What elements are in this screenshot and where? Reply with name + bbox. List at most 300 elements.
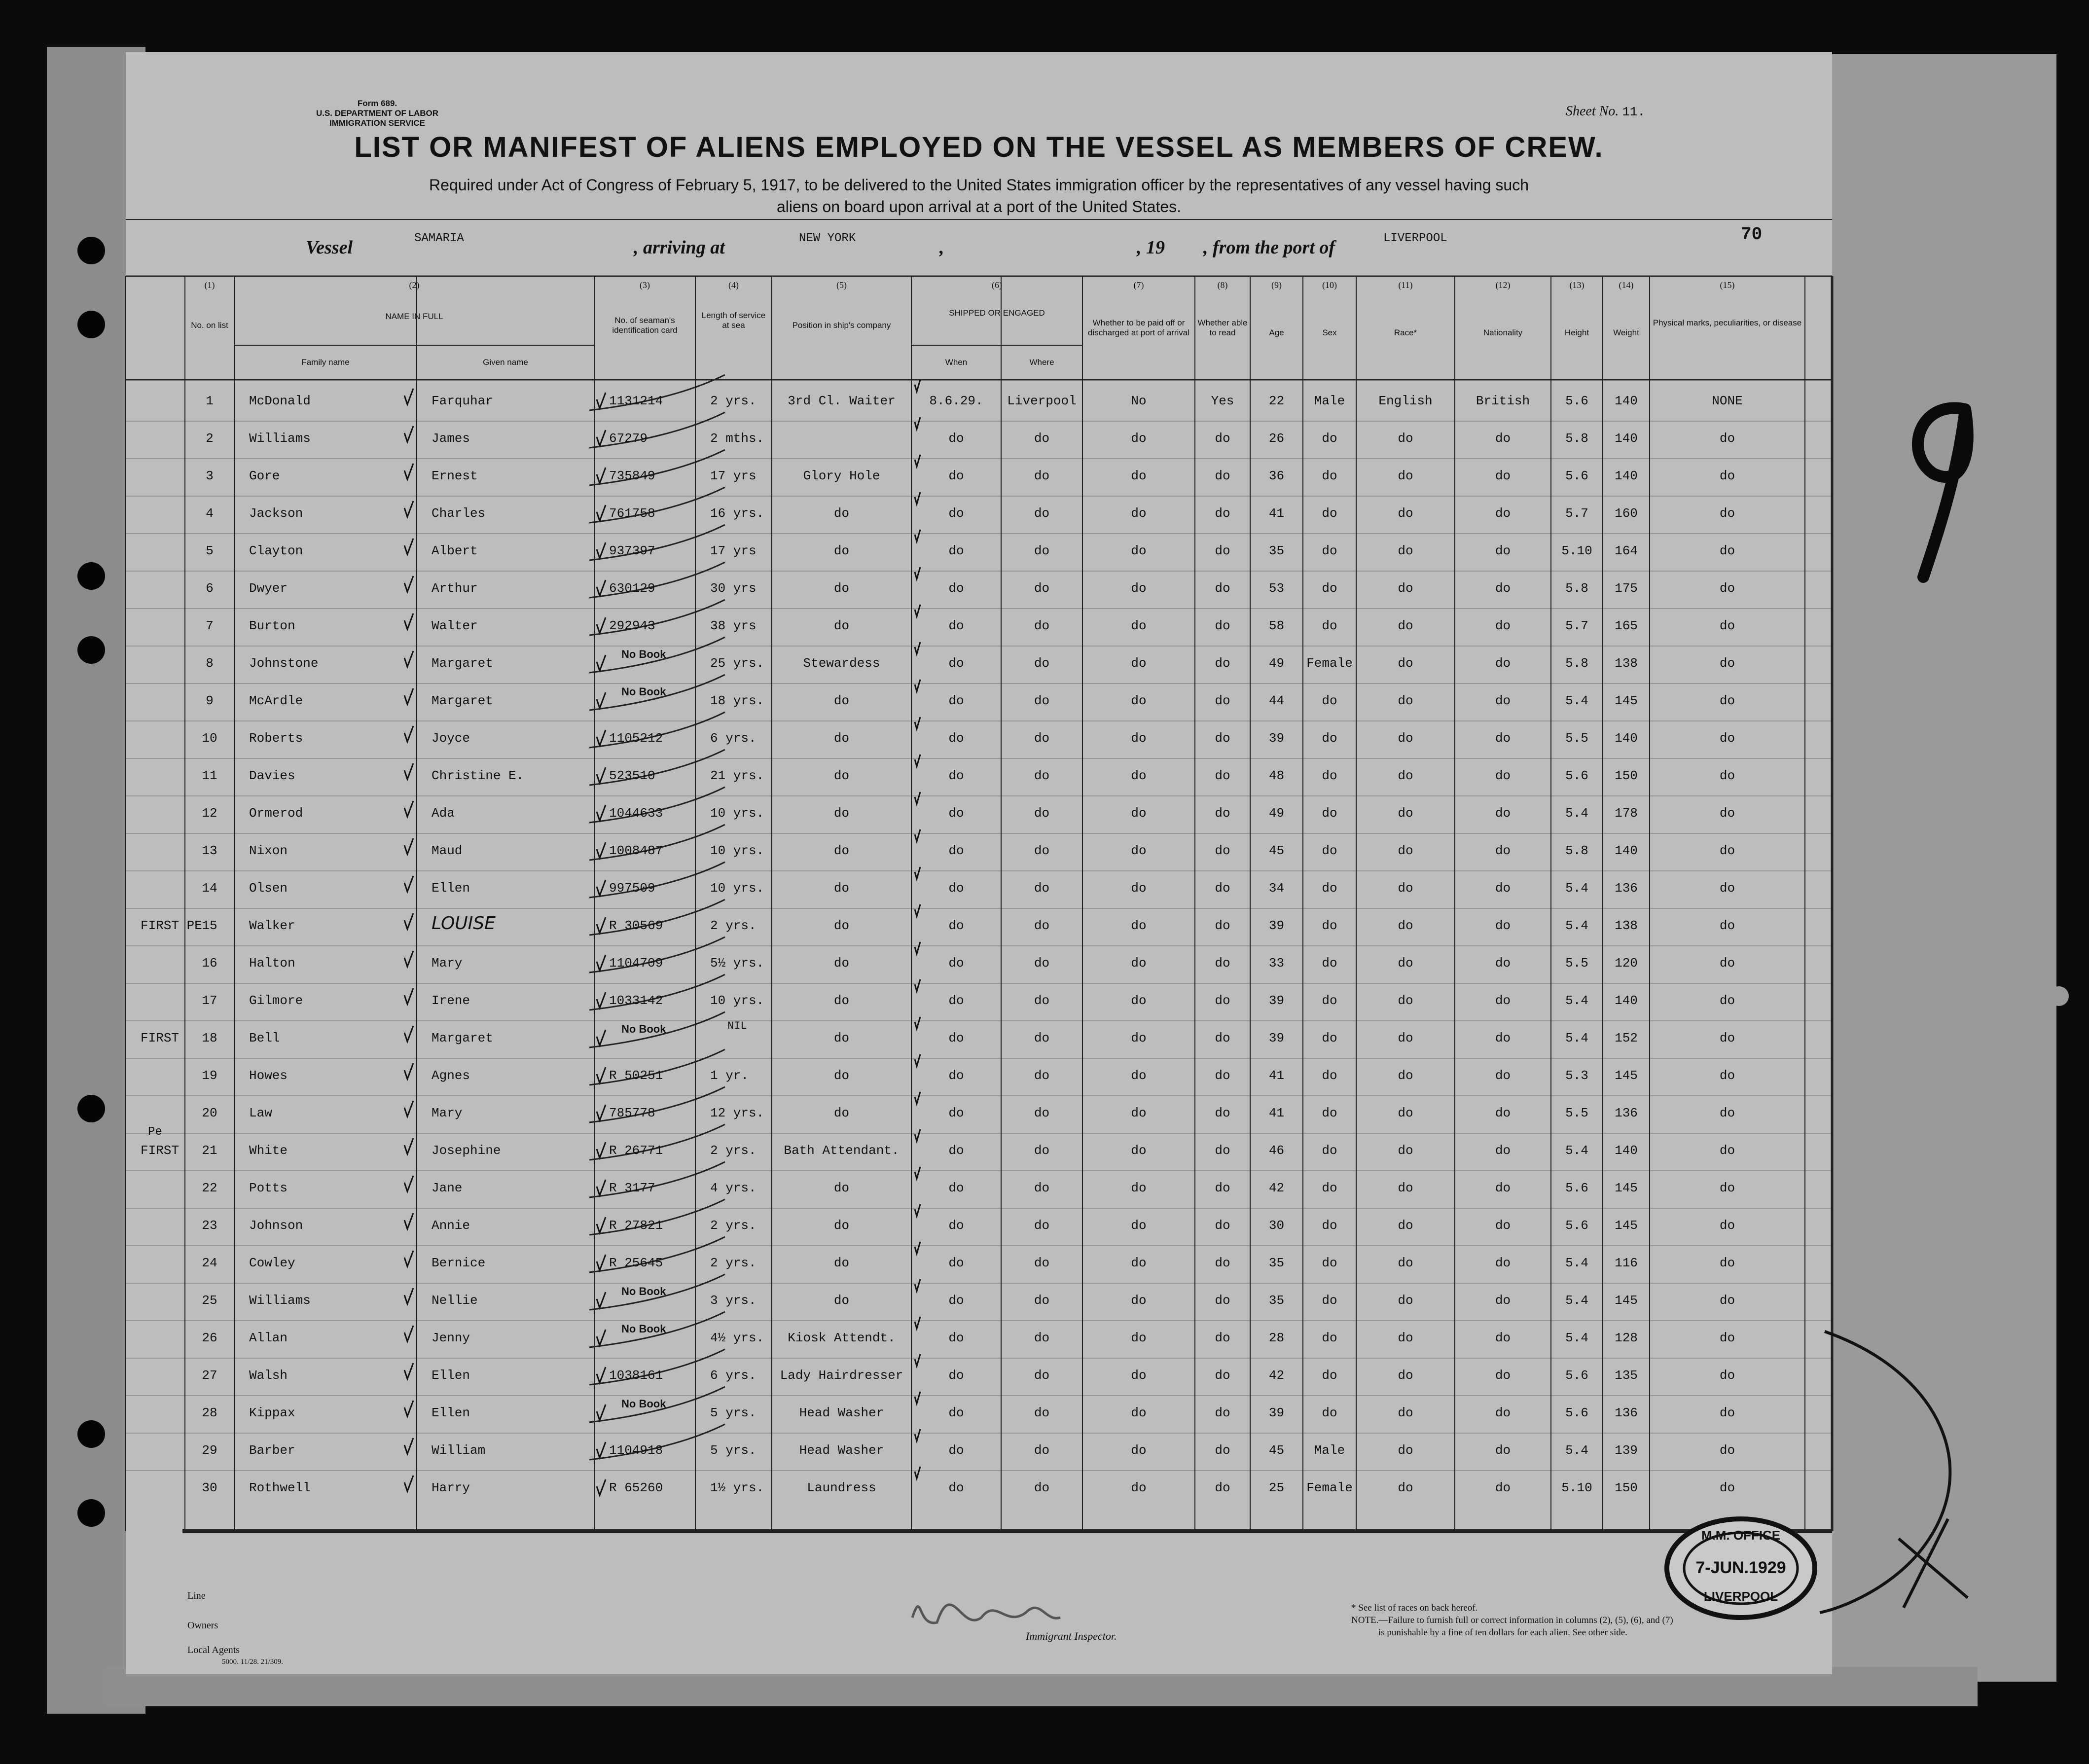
check-mark (597, 430, 606, 446)
cell-position: do (833, 1181, 850, 1195)
cell-race: do (1398, 1218, 1413, 1233)
cell-where: do (1034, 1218, 1050, 1233)
cell-no: 2 (206, 431, 214, 446)
cell-paid: do (1131, 806, 1147, 821)
header-id-card: No. of seaman's identification card (612, 316, 678, 335)
cell-sex: do (1322, 956, 1337, 971)
header-race: Race* (1394, 328, 1417, 337)
cell-sex: do (1322, 843, 1337, 858)
check-mark (915, 1467, 920, 1478)
cell-given: William (432, 1443, 486, 1458)
column-number: (14) (1619, 280, 1634, 290)
cell-paid: do (1131, 468, 1147, 483)
cell-height: 5.8 (1565, 656, 1588, 671)
cell-where: do (1034, 881, 1050, 896)
cell-weight: 139 (1615, 1443, 1638, 1458)
cell-race: do (1398, 1256, 1413, 1270)
cell-nationality: do (1495, 1181, 1511, 1195)
cell-nationality: do (1495, 1293, 1511, 1308)
cell-position: do (833, 768, 850, 783)
cell-nationality: do (1495, 656, 1511, 671)
cell-nationality: do (1495, 468, 1511, 483)
cell-family: Kippax (249, 1405, 295, 1420)
cell-service: NIL (727, 1020, 747, 1032)
cell-service: 2 mths. (710, 431, 764, 446)
cell-marks: do (1719, 1443, 1735, 1458)
column-number: (13) (1569, 280, 1585, 290)
cell-age: 39 (1268, 1405, 1285, 1420)
cell-paid: do (1131, 1405, 1147, 1420)
fine-note-2: is punishable by a fine of ten dollars for each alien. See other side. (1378, 1627, 1627, 1638)
cell-height: 5.6 (1565, 1405, 1588, 1420)
cell-marks: do (1719, 993, 1735, 1008)
cell-family: Johnson (249, 1218, 303, 1233)
cell-height: 5.7 (1565, 506, 1588, 521)
cell-read: do (1215, 956, 1230, 971)
check-mark (597, 842, 606, 858)
cell-sex: Male (1314, 394, 1345, 408)
cell-service: 5 yrs. (710, 1405, 756, 1420)
check-mark (915, 1354, 920, 1366)
cell-marks: NONE (1712, 394, 1743, 408)
cell-service: 4½ yrs. (710, 1331, 764, 1345)
cell-nationality: do (1495, 956, 1511, 971)
check-mark (597, 542, 606, 558)
cell-read: do (1215, 506, 1230, 521)
cell-read: do (1215, 1256, 1230, 1270)
cell-no: 22 (202, 1181, 217, 1195)
cell-race: do (1398, 1405, 1413, 1420)
column-number: (8) (1217, 280, 1228, 290)
check-mark (915, 455, 920, 467)
cell-race: do (1398, 881, 1413, 896)
cell-no: 10 (202, 731, 217, 746)
cell-paid: do (1131, 581, 1147, 596)
cell-where: do (1034, 656, 1050, 671)
cell-card: 630129 (609, 581, 655, 596)
departure-port: LIVERPOOL (1383, 232, 1447, 245)
cell-weight: 145 (1615, 1181, 1638, 1195)
cell-read: do (1215, 1106, 1230, 1120)
cell-where: do (1034, 543, 1050, 558)
cell-service: 2 yrs. (710, 1218, 756, 1233)
cell-no: 12 (202, 806, 217, 821)
check-mark (915, 942, 920, 954)
header-no-on-list: No. on list (191, 321, 228, 330)
cell-height: 5.5 (1565, 956, 1588, 971)
cell-service: 21 yrs. (710, 768, 764, 783)
cell-race: English (1378, 394, 1433, 408)
cell-card: 1008487 (609, 843, 663, 858)
cell-marks: do (1719, 806, 1735, 821)
cell-when: do (948, 543, 964, 558)
cell-position: do (833, 956, 850, 971)
cell-weight: 140 (1615, 468, 1638, 483)
cell-sex: do (1322, 1031, 1337, 1045)
arriving-label: , arriving at (634, 237, 725, 258)
vessel-name: SAMARIA (414, 232, 464, 245)
check-mark (597, 880, 606, 896)
cell-where: do (1034, 1405, 1050, 1420)
cell-sex: do (1322, 1143, 1337, 1158)
cell-position: Head Washer (799, 1405, 884, 1420)
cell-race: do (1398, 693, 1413, 708)
cell-weight: 138 (1615, 656, 1638, 671)
cell-height: 5.4 (1565, 1143, 1588, 1158)
cell-nationality: do (1495, 1068, 1511, 1083)
cell-family: Walker (249, 918, 295, 933)
cell-height: 5.6 (1565, 1181, 1588, 1195)
cell-family: Gore (249, 468, 280, 483)
cell-height: 5.4 (1565, 993, 1588, 1008)
check-mark (915, 642, 920, 654)
check-mark (915, 1054, 920, 1066)
race-note: * See list of races on back hereof. (1351, 1603, 1478, 1613)
cell-weight: 152 (1615, 1031, 1638, 1045)
cell-when: do (948, 1405, 964, 1420)
cell-given: Albert (432, 543, 478, 558)
cell-read: do (1215, 618, 1230, 633)
cell-position: do (833, 693, 850, 708)
cell-where: do (1034, 506, 1050, 521)
cell-where: do (1034, 731, 1050, 746)
cell-no: 27 (202, 1368, 217, 1383)
cell-race: do (1398, 843, 1413, 858)
header-height: Height (1564, 328, 1589, 337)
header-sex: Sex (1322, 328, 1337, 337)
cell-race: do (1398, 543, 1413, 558)
header-weight: Weight (1613, 328, 1639, 337)
cell-where: do (1034, 1106, 1050, 1120)
cell-given: Charles (432, 506, 486, 521)
cell-service: 16 yrs. (710, 506, 764, 521)
handwritten-arc (1820, 1332, 1950, 1613)
cell-card: R 25645 (609, 1256, 663, 1270)
cell-read: do (1215, 1293, 1230, 1308)
cell-nationality: do (1495, 1143, 1511, 1158)
cell-position: do (833, 918, 850, 933)
column-number: (9) (1271, 280, 1282, 290)
cell-nationality: do (1495, 543, 1511, 558)
cell-marks: do (1719, 581, 1735, 596)
cell-position: Glory Hole (803, 468, 880, 483)
cell-service: 5 yrs. (710, 1443, 756, 1458)
check-mark (597, 1067, 606, 1083)
header-paid-off: Whether to be paid off or discharged at port of arrival (1088, 318, 1189, 337)
cell-age: 30 (1268, 1218, 1285, 1233)
cell-service: 2 yrs. (710, 918, 756, 933)
check-mark (915, 1279, 920, 1291)
header-shipped-engaged: SHIPPED OR ENGAGED (949, 308, 1045, 318)
cell-race: do (1398, 1443, 1413, 1458)
cell-marks: do (1719, 543, 1735, 558)
cell-marks: do (1719, 956, 1735, 971)
cell-paid: do (1131, 506, 1147, 521)
cell-when: do (948, 993, 964, 1008)
cell-nationality: do (1495, 581, 1511, 596)
cell-read: do (1215, 1368, 1230, 1383)
margin-note-first-pe: FIRST PE (141, 918, 202, 933)
cell-marks: do (1719, 1480, 1735, 1495)
cell-card: No Book (621, 685, 666, 698)
cell-race: do (1398, 656, 1413, 671)
cell-where: do (1034, 1293, 1050, 1308)
cell-read: do (1215, 656, 1230, 671)
column-number: (7) (1133, 280, 1144, 290)
cell-card: R 30569 (609, 918, 663, 933)
header-nationality: Nationality (1483, 328, 1523, 337)
inspector-signature (912, 1605, 1060, 1623)
cell-given: Arthur (432, 581, 478, 596)
cell-race: do (1398, 806, 1413, 821)
cell-height: 5.7 (1565, 618, 1588, 633)
cell-nationality: do (1495, 806, 1511, 821)
cell-given: Josephine (432, 1143, 501, 1158)
cell-age: 42 (1268, 1368, 1285, 1383)
cell-race: do (1398, 1106, 1413, 1120)
check-mark (597, 1217, 606, 1233)
cell-where: do (1034, 806, 1050, 821)
cell-when: do (948, 1331, 964, 1345)
check-mark (597, 393, 606, 408)
stamp-bottom: LIVERPOOL (1703, 1589, 1778, 1604)
cell-when: do (948, 1480, 964, 1495)
cell-family: Gilmore (249, 993, 303, 1008)
header-position: Position in ship's company (792, 321, 891, 330)
cell-given: Maud (432, 843, 463, 858)
check-mark (597, 1404, 606, 1420)
cell-height: 5.5 (1565, 731, 1588, 746)
cell-paid: do (1131, 993, 1147, 1008)
cell-service: 2 yrs. (710, 1143, 756, 1158)
cell-card: 735849 (609, 468, 655, 483)
check-mark (915, 904, 920, 916)
check-mark (597, 917, 606, 933)
cell-card: 1104918 (609, 1443, 663, 1458)
cell-paid: do (1131, 1331, 1147, 1345)
header-physical-marks: Physical marks, peculiarities, or disease (1653, 318, 1802, 327)
check-mark (915, 605, 920, 616)
cell-race: do (1398, 1031, 1413, 1045)
cell-card: R 26771 (609, 1143, 663, 1158)
cell-no: 21 (202, 1143, 217, 1158)
cell-no: 24 (202, 1256, 217, 1270)
check-mark (915, 1429, 920, 1441)
cell-service: 18 yrs. (710, 693, 764, 708)
cell-sex: do (1322, 1331, 1337, 1345)
cell-read: do (1215, 1143, 1230, 1158)
cell-card: No Book (621, 1023, 666, 1035)
check-mark (597, 767, 606, 783)
cell-where: do (1034, 1331, 1050, 1345)
cell-when: do (948, 581, 964, 596)
cell-card: 523510 (609, 768, 655, 783)
check-mark (597, 1330, 606, 1345)
header-name-in-full: NAME IN FULL (385, 312, 443, 321)
cell-service: 1½ yrs. (710, 1480, 764, 1495)
cell-weight: 178 (1615, 806, 1638, 821)
cell-paid: do (1131, 693, 1147, 708)
cell-position: do (833, 1106, 850, 1120)
cell-no: 3 (206, 468, 214, 483)
cell-read: do (1215, 468, 1230, 483)
cell-paid: do (1131, 1480, 1147, 1495)
cell-height: 5.4 (1565, 1031, 1588, 1045)
cell-weight: 175 (1615, 581, 1638, 596)
cell-no: 29 (202, 1443, 217, 1458)
margin-note-pe: Pe (148, 1125, 162, 1139)
cell-sex: do (1322, 918, 1337, 933)
cell-read: do (1215, 806, 1230, 821)
cell-position: Stewardess (803, 656, 880, 671)
stamp-top: M.M. OFFICE (1701, 1528, 1781, 1543)
cell-given: Margaret (432, 1031, 493, 1045)
cell-position: do (833, 618, 850, 633)
margin-note-first: FIRST (141, 1031, 180, 1045)
cell-marks: do (1719, 431, 1735, 446)
check-mark (915, 1167, 920, 1179)
cell-age: 41 (1268, 1068, 1285, 1083)
cell-nationality: British (1476, 394, 1530, 408)
cell-service: 17 yrs (710, 468, 756, 483)
cell-sex: do (1322, 1368, 1337, 1383)
cell-position: do (833, 543, 850, 558)
header-family-name: Family name (301, 358, 350, 367)
cell-where: do (1034, 918, 1050, 933)
cell-read: do (1215, 843, 1230, 858)
cell-card: No Book (621, 1323, 666, 1335)
check-mark (597, 1180, 606, 1195)
cell-given: James (432, 431, 470, 446)
cell-nationality: do (1495, 1368, 1511, 1383)
cell-when: do (948, 1106, 964, 1120)
cell-height: 5.4 (1565, 918, 1588, 933)
cell-weight: 136 (1615, 1106, 1638, 1120)
cell-height: 5.10 (1561, 1480, 1592, 1495)
cell-service: 1 yr. (710, 1068, 749, 1083)
column-number: (1) (204, 280, 215, 290)
cell-sex: do (1322, 468, 1337, 483)
cell-sex: do (1322, 1181, 1337, 1195)
cell-when: do (948, 918, 964, 933)
cell-family: Ormerod (249, 806, 303, 821)
cell-read: do (1215, 1068, 1230, 1083)
cell-position: do (833, 843, 850, 858)
cell-service: 2 yrs. (710, 394, 756, 408)
cell-family: Bell (249, 1031, 280, 1045)
cell-sex: do (1322, 768, 1337, 783)
cell-no: 5 (206, 543, 214, 558)
cell-race: do (1398, 1368, 1413, 1383)
cell-where: do (1034, 468, 1050, 483)
cell-service: 5½ yrs. (710, 956, 764, 971)
cell-card: 67279 (609, 431, 648, 446)
cell-service: 10 yrs. (710, 881, 764, 896)
cell-weight: 150 (1615, 768, 1638, 783)
cell-family: Barber (249, 1443, 295, 1458)
cell-height: 5.5 (1565, 1106, 1588, 1120)
cell-paid: do (1131, 1256, 1147, 1270)
cell-paid: do (1131, 731, 1147, 746)
check-mark (915, 1242, 920, 1254)
cell-read: Yes (1211, 394, 1234, 408)
check-mark (915, 1017, 920, 1029)
cell-given: Mary (432, 956, 463, 971)
cell-sex: do (1322, 1405, 1337, 1420)
cell-card: 785778 (609, 1106, 655, 1120)
fine-note-1: NOTE.—Failure to furnish full or correct information in columns (2), (5), (6), and (7) (1351, 1615, 1673, 1625)
check-mark (597, 805, 606, 821)
check-mark (597, 692, 606, 708)
cell-given: Farquhar (432, 394, 493, 408)
cell-age: 26 (1268, 431, 1285, 446)
cell-race: do (1398, 768, 1413, 783)
cell-height: 5.4 (1565, 1331, 1588, 1345)
cell-sex: do (1322, 731, 1337, 746)
cell-card: R 65260 (609, 1480, 663, 1495)
cell-service: 4 yrs. (710, 1181, 756, 1195)
column-number: (15) (1720, 280, 1735, 290)
column-number: (12) (1495, 280, 1511, 290)
page-title: LIST OR MANIFEST OF ALIENS EMPLOYED ON THE VESSEL AS MEMBERS OF CREW. (354, 131, 1604, 163)
cell-when: do (948, 1293, 964, 1308)
cell-age: 35 (1268, 1293, 1285, 1308)
cell-position: do (833, 1068, 850, 1083)
cell-service: 10 yrs. (710, 993, 764, 1008)
cell-read: do (1215, 581, 1230, 596)
cell-sex: do (1322, 506, 1337, 521)
cell-paid: do (1131, 1368, 1147, 1383)
cell-weight: 165 (1615, 618, 1638, 633)
year-label: , 19 (1137, 237, 1165, 258)
check-mark (597, 1442, 606, 1458)
cell-nationality: do (1495, 881, 1511, 896)
cell-given: LOUISE (432, 913, 496, 934)
cell-age: 36 (1268, 468, 1285, 483)
cell-marks: do (1719, 1256, 1735, 1270)
cell-race: do (1398, 1143, 1413, 1158)
cell-service: 6 yrs. (710, 1368, 756, 1383)
cell-marks: do (1719, 1031, 1735, 1045)
cell-read: do (1215, 1218, 1230, 1233)
cell-family: Williams (249, 431, 311, 446)
cell-when: 8.6.29. (929, 394, 983, 408)
cell-sex: do (1322, 618, 1337, 633)
cell-sex: do (1322, 1106, 1337, 1120)
cell-given: Annie (432, 1218, 470, 1233)
cell-given: Joyce (432, 731, 470, 746)
cell-height: 5.6 (1565, 768, 1588, 783)
cell-no: 6 (206, 581, 214, 596)
subtitle-line-2: aliens on board upon arrival at a port of the United States. (776, 198, 1182, 216)
port-comma: , (939, 237, 944, 258)
cell-given: Bernice (432, 1256, 486, 1270)
cell-where: do (1034, 1480, 1050, 1495)
column-number: (11) (1398, 280, 1413, 290)
cell-no: 20 (202, 1106, 217, 1120)
cell-given: Ellen (432, 1368, 470, 1383)
cell-read: do (1215, 1405, 1230, 1420)
cell-weight: 128 (1615, 1331, 1638, 1345)
check-mark (597, 617, 606, 633)
cell-weight: 140 (1615, 394, 1638, 408)
cell-paid: do (1131, 843, 1147, 858)
header-able-read: Whether able to read (1197, 318, 1248, 337)
cell-when: do (948, 956, 964, 971)
cell-weight: 150 (1615, 1480, 1638, 1495)
cell-position: do (833, 1218, 850, 1233)
cell-age: 39 (1268, 993, 1285, 1008)
